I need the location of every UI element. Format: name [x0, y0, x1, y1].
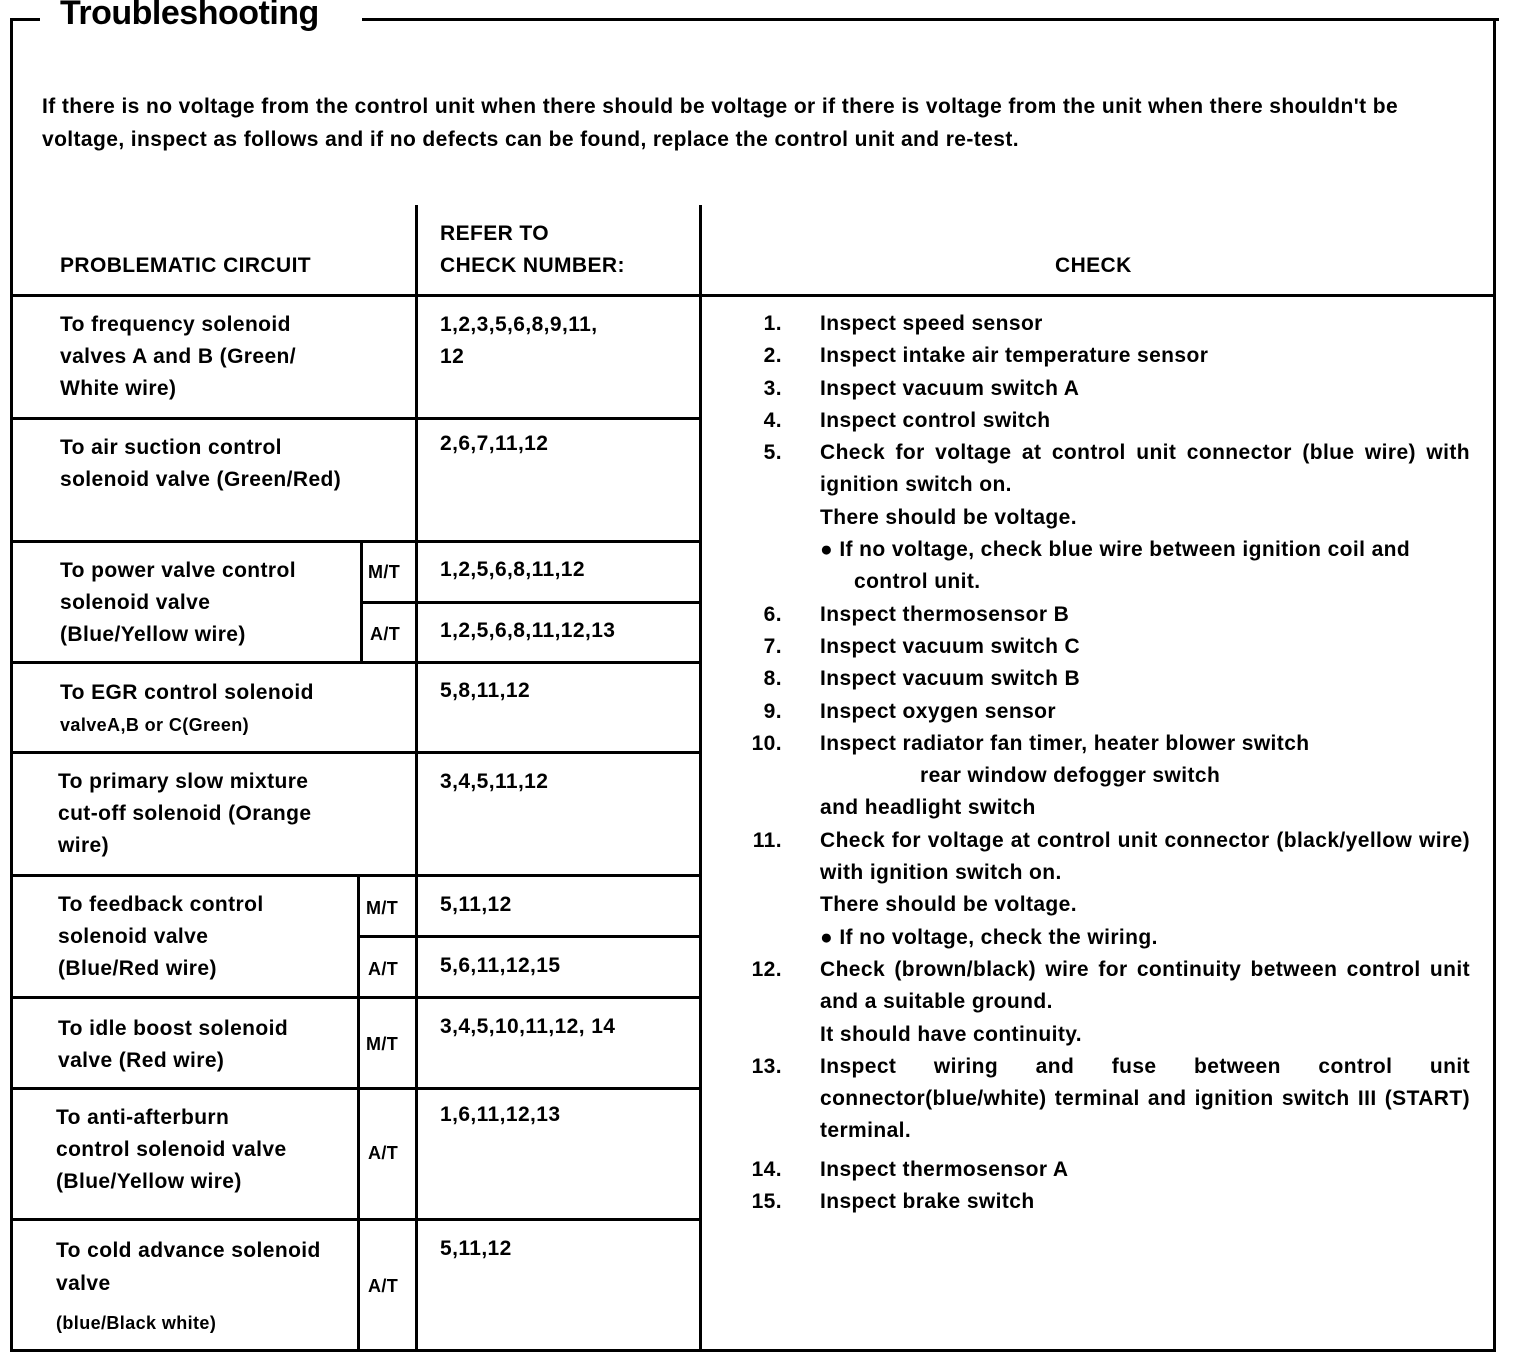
check-numbers: 1,2,5,6,8,11,12,13 — [440, 619, 616, 642]
rule-h-8 — [10, 1218, 699, 1221]
check-text: Inspect speed sensor — [820, 312, 1043, 335]
check-text: Inspect thermosensor B — [820, 602, 1070, 626]
check-item — [730, 340, 1470, 372]
circuit-line: valve (Red wire) — [58, 1049, 225, 1072]
check-bullet: ● If no voltage, check the wiring. — [820, 925, 1158, 949]
circuit-line: solenoid valve — [58, 925, 209, 948]
rule-v-mode-b — [357, 874, 360, 1352]
check-numbers: 5,11,12 — [440, 1237, 512, 1260]
rule-v-check — [699, 205, 702, 1352]
transmission-mode: A/T — [368, 959, 399, 979]
transmission-mode: M/T — [366, 1034, 399, 1054]
circuit-line: wire) — [58, 834, 110, 857]
check-item — [730, 663, 1470, 695]
header-check-number: CHECK NUMBER: — [440, 254, 625, 277]
check-numbers: 5,8,11,12 — [440, 679, 531, 702]
check-item — [730, 1051, 1470, 1148]
check-item — [730, 825, 1470, 954]
check-text-line2: rear window defogger switch — [920, 764, 1221, 788]
check-text: Check for voltage at control unit connector (blue wire) with ignition switch on. — [820, 441, 1470, 497]
circuit-line: To idle boost solenoid — [58, 1017, 289, 1040]
transmission-mode: M/T — [368, 562, 401, 582]
check-item — [730, 696, 1470, 728]
rule-v-mode-a — [360, 540, 363, 661]
check-numbers: 1,2,5,6,8,11,12 — [440, 558, 585, 581]
circuit-line: (Blue/Yellow wire) — [60, 623, 246, 646]
check-numbers: 5,6,11,12,15 — [440, 954, 561, 977]
check-number: 3. — [763, 376, 782, 400]
check-number: 15. — [751, 1190, 782, 1214]
rule-h-4 — [10, 751, 699, 754]
check-text: Inspect oxygen sensor — [820, 699, 1056, 723]
circuit-line: (Blue/Red wire) — [58, 957, 217, 980]
transmission-mode: M/T — [366, 898, 399, 918]
circuit-line: (blue/Black white) — [56, 1313, 217, 1333]
check-number: 2. — [763, 344, 782, 368]
check-numbers: 12 — [440, 345, 465, 368]
header-check: CHECK — [1055, 254, 1132, 277]
circuit-line: To frequency solenoid — [60, 313, 291, 336]
frame-top-edge-left — [10, 18, 40, 21]
rule-h-6 — [10, 996, 699, 999]
rule-v-refer — [415, 205, 418, 1352]
circuit-line: To EGR control solenoid — [60, 681, 314, 704]
check-number: 6. — [763, 602, 782, 626]
check-item — [730, 728, 1470, 825]
circuit-line: To anti-afterburn — [56, 1106, 230, 1129]
circuit-line: valves A and B (Green/ — [60, 345, 296, 368]
circuit-line: White wire) — [60, 377, 177, 400]
rule-h-5a — [360, 935, 699, 938]
circuit-line: solenoid valve — [60, 591, 211, 614]
check-text: Check (brown/black) wire for continuity between control unit and a suitable ground. — [820, 957, 1470, 1014]
check-number: 7. — [763, 634, 782, 658]
check-number: 12. — [751, 957, 782, 981]
check-item — [730, 631, 1470, 663]
check-number: 13. — [751, 1054, 782, 1078]
check-list — [730, 308, 1470, 1218]
check-numbers: 3,4,5,10,11,12, 14 — [440, 1015, 616, 1038]
circuit-line: (Blue/Yellow wire) — [56, 1170, 242, 1193]
check-number: 9. — [763, 699, 782, 723]
transmission-mode: A/T — [368, 1276, 399, 1296]
check-item — [730, 1186, 1470, 1218]
page-title: Troubleshooting — [58, 0, 325, 33]
check-text: Inspect intake air temperature sensor — [820, 344, 1209, 368]
check-text: Inspect thermosensor A — [820, 1157, 1069, 1181]
check-number: 11. — [752, 828, 782, 852]
circuit-line: solenoid valve (Green/Red) — [60, 468, 342, 491]
check-number: 4. — [763, 408, 782, 432]
check-numbers: 1,6,11,12,13 — [440, 1103, 561, 1126]
check-text-line3: and headlight switch — [820, 796, 1036, 820]
circuit-line: valveA,B or C(Green) — [60, 715, 250, 735]
rule-h-header — [10, 294, 1496, 297]
circuit-line: To primary slow mixture — [58, 770, 309, 793]
circuit-line: To feedback control — [58, 893, 264, 916]
check-number: 1. — [763, 312, 782, 335]
check-text: Check for voltage at control unit connector (black/yellow wire) with ignition switch on. — [820, 828, 1470, 885]
header-refer-to: REFER TO — [440, 222, 549, 245]
circuit-line: To air suction control — [60, 436, 282, 459]
circuit-line: cut-off solenoid (Orange — [58, 802, 312, 825]
check-note: It should have continuity. — [820, 1022, 1083, 1046]
check-bullet: ● If no voltage, check blue wire between ignition coil and control unit. — [820, 538, 1411, 594]
intro-paragraph: If there is no voltage from the control unit when there should be voltage or if there is voltage from the unit when there shouldn't be voltage, inspect as follows and if no defects can be found, replace the control unit and re-test. — [42, 95, 1399, 151]
check-text: Inspect control switch — [820, 408, 1051, 432]
check-item — [730, 599, 1470, 631]
transmission-mode: A/T — [370, 624, 401, 644]
check-text: Inspect vacuum switch A — [820, 376, 1080, 400]
check-note: There should be voltage. — [820, 893, 1077, 917]
check-item — [730, 954, 1470, 1051]
check-item — [730, 308, 1470, 340]
check-item — [730, 437, 1470, 598]
rule-h-7 — [10, 1087, 699, 1090]
circuit-line: To cold advance solenoid — [56, 1239, 321, 1262]
circuit-line: control solenoid valve — [56, 1138, 287, 1161]
circuit-line: To power valve control — [60, 559, 296, 582]
check-numbers: 1,2,3,5,6,8,9,11, — [440, 313, 598, 336]
check-number: 14. — [751, 1157, 782, 1181]
check-text: Inspect vacuum switch B — [820, 667, 1081, 691]
rule-h-2a — [362, 601, 699, 604]
check-numbers: 2,6,7,11,12 — [440, 432, 549, 455]
rule-h-2 — [10, 540, 699, 543]
check-number: 8. — [763, 667, 782, 691]
rule-h-1 — [10, 417, 699, 420]
frame-top-edge-right — [362, 18, 1499, 21]
check-text: Inspect radiator fan timer, heater blower switch — [820, 731, 1310, 755]
check-note: There should be voltage. — [820, 505, 1077, 529]
rule-h-5 — [10, 874, 699, 877]
circuit-line: valve — [56, 1272, 111, 1295]
check-text: Inspect brake switch — [820, 1190, 1035, 1214]
check-text: Inspect wiring and fuse between control unit connector(blue/white) terminal and ignition switch III (START) terminal. — [820, 1054, 1470, 1143]
check-numbers: 5,11,12 — [440, 893, 512, 916]
check-item — [730, 405, 1470, 437]
check-number: 5. — [763, 441, 782, 465]
transmission-mode: A/T — [368, 1143, 399, 1163]
rule-h-3 — [10, 661, 699, 664]
check-item — [730, 1154, 1470, 1186]
check-number: 10. — [751, 731, 782, 755]
header-problematic-circuit: PROBLEMATIC CIRCUIT — [60, 254, 312, 277]
check-item — [730, 373, 1470, 405]
check-numbers: 3,4,5,11,12 — [440, 770, 549, 793]
check-text: Inspect vacuum switch C — [820, 634, 1081, 658]
